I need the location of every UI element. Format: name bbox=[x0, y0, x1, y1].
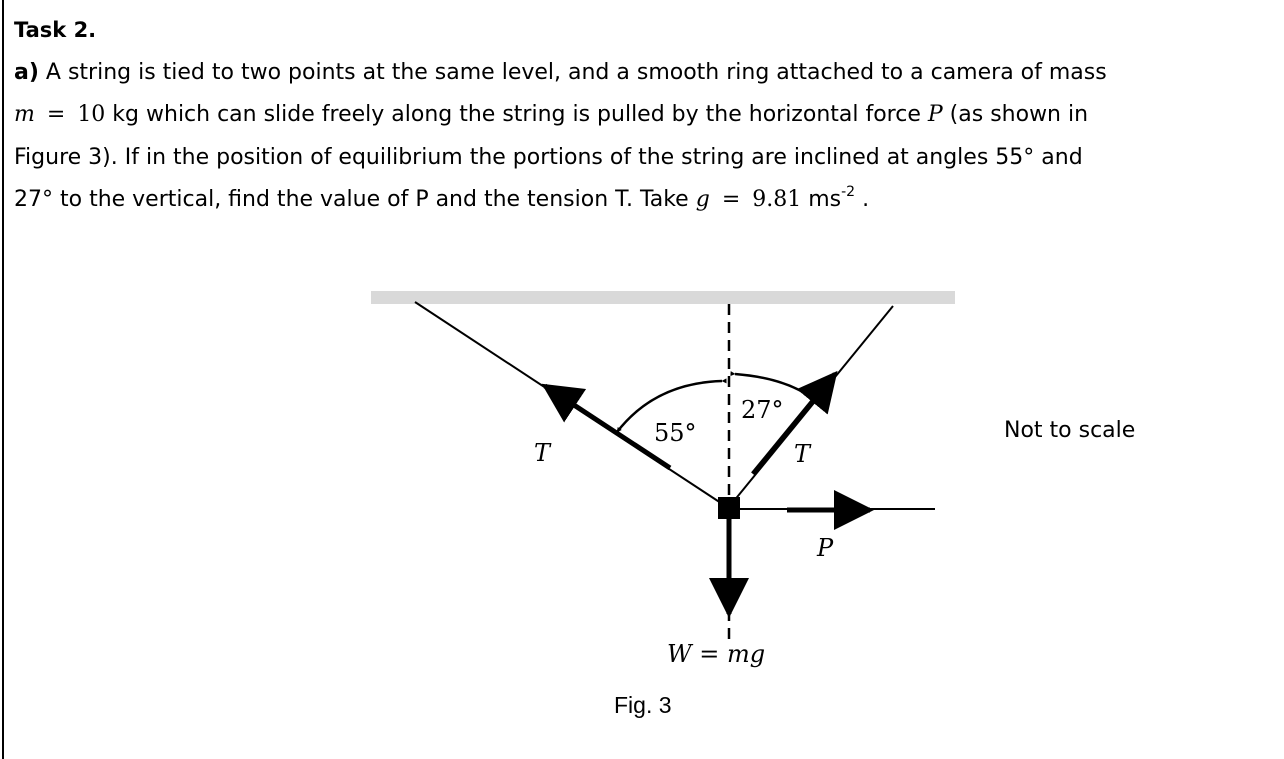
ceiling-bar bbox=[371, 291, 955, 304]
angle-label-27: 27° bbox=[741, 396, 784, 424]
problem-text-segment: (as shown in bbox=[942, 102, 1089, 127]
task-heading: Task 2. bbox=[14, 18, 97, 42]
problem-text-segment: kg which can slide freely along the string is pulled by the horizontal force bbox=[105, 102, 928, 127]
weight-label: W = mg bbox=[667, 640, 766, 668]
unit-exponent: -2 bbox=[841, 183, 856, 200]
figure-caption: Fig. 3 bbox=[614, 692, 672, 718]
force-p-label: P bbox=[817, 534, 834, 562]
part-label: a) bbox=[14, 60, 39, 85]
tension-left-arrow bbox=[545, 386, 670, 468]
camera-ring-block bbox=[718, 497, 740, 519]
not-to-scale-note: Not to scale bbox=[1004, 418, 1136, 443]
gravity-unit: ms bbox=[801, 187, 842, 212]
equals-sign: = bbox=[46, 102, 66, 127]
angle-label-55: 55° bbox=[654, 419, 697, 447]
angle-arc-27 bbox=[735, 374, 812, 398]
sentence-end: . bbox=[855, 187, 870, 212]
mass-value: 10 bbox=[77, 102, 106, 127]
gravity-value: 9.81 bbox=[752, 187, 802, 212]
equals-sign: = bbox=[721, 187, 741, 212]
mass-symbol: m bbox=[14, 102, 35, 127]
gravity-symbol: g bbox=[695, 187, 710, 212]
tension-label-right: T bbox=[794, 440, 811, 468]
problem-text-segment: A string is tied to two points at the same level, and a smooth ring attached to a camera of mass bbox=[45, 60, 1107, 85]
tension-label-left: T bbox=[534, 439, 551, 467]
problem-text-line-3: Figure 3). If in the position of equilibrium the portions of the string are inclined at angles 55° and bbox=[14, 145, 1083, 170]
force-symbol: P bbox=[927, 102, 943, 127]
problem-text-segment: 27° to the vertical, find the value of P and the tension T. Take bbox=[14, 187, 696, 212]
